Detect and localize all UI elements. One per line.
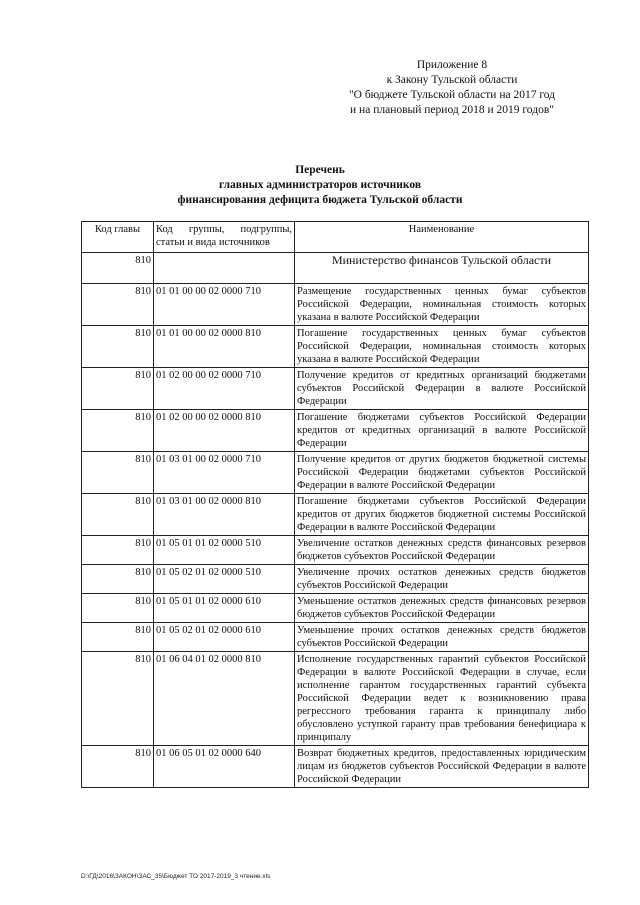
header-name: Наименование	[295, 222, 589, 253]
row-source-code: 01 01 00 00 02 0000 710	[154, 284, 295, 326]
row-source-code: 01 06 05 01 02 0000 640	[154, 746, 295, 788]
row-chapter-code: 810	[82, 326, 154, 368]
table-row	[82, 284, 589, 326]
administrators-table	[81, 221, 589, 788]
ministry-empty-cell	[154, 253, 295, 284]
row-name: Получение кредитов от кредитных организаций бюджетами субъектов Российской Федерации в валюте Российской Федерации	[295, 368, 589, 410]
row-chapter-code: 810	[82, 368, 154, 410]
row-name: Возврат бюджетных кредитов, предоставленных юридическим лицам из бюджетов субъектов Российской Федерации в валюте Российской Федерации	[295, 746, 589, 788]
title-line-1: Перечень	[295, 164, 345, 176]
row-name: Погашение бюджетами субъектов Российской Федерации кредитов от других бюджетов бюджетной системы Российской Федерации в валюте Российской Федерации	[295, 494, 589, 536]
row-chapter-code: 810	[82, 623, 154, 652]
table-row	[82, 652, 589, 746]
row-chapter-code: 810	[82, 746, 154, 788]
row-source-code: 01 03 01 00 02 0000 710	[154, 452, 295, 494]
row-source-code: 01 06 04 01 02 0000 810	[154, 652, 295, 746]
row-chapter-code: 810	[82, 284, 154, 326]
row-source-code: 01 02 00 00 02 0000 710	[154, 368, 295, 410]
header-source-code: Код группы, подгруппы, статьи и вида источников	[154, 222, 295, 253]
row-name: Уменьшение прочих остатков денежных средств бюджетов субъектов Российской Федерации	[295, 623, 589, 652]
row-source-code: 01 05 02 01 02 0000 510	[154, 565, 295, 594]
row-source-code: 01 02 00 00 02 0000 810	[154, 410, 295, 452]
row-chapter-code: 810	[82, 494, 154, 536]
row-name: Получение кредитов от других бюджетов бюджетной системы Российской Федерации бюджетами субъектов Российской Федерации в валюте Российской Федерации	[295, 452, 589, 494]
row-chapter-code: 810	[82, 594, 154, 623]
row-source-code: 01 05 01 01 02 0000 610	[154, 594, 295, 623]
row-name: Размещение государственных ценных бумаг субъектов Российской Федерации, номинальная стоимость которых указана в валюте Российской Федерации	[295, 284, 589, 326]
appendix-line-2: к Закону Тульской области	[386, 74, 518, 86]
table-row	[82, 565, 589, 594]
row-name: Погашение государственных ценных бумаг субъектов Российской Федерации, номинальная стоимость которых указана в валюте Российской Федерации	[295, 326, 589, 368]
table-header-row	[82, 222, 589, 253]
row-name: Погашение бюджетами субъектов Российской Федерации кредитов от кредитных организаций в валюте Российской Федерации	[295, 410, 589, 452]
table-row	[82, 536, 589, 565]
table-row	[82, 623, 589, 652]
row-chapter-code: 810	[82, 536, 154, 565]
file-path-footer: D:\ГД\2016\ЗАКОН\ЗАС_35\Бюджет ТО 2017-2019_3 чтение.xls	[81, 873, 271, 880]
ministry-name: Министерство финансов Тульской области	[295, 253, 589, 284]
appendix-line-4: и на плановый период 2018 и 2019 годов"	[350, 104, 554, 116]
row-chapter-code: 810	[82, 565, 154, 594]
header-code-chapter: Код главы	[82, 222, 154, 253]
appendix-header	[322, 58, 582, 118]
row-name: Увеличение остатков денежных средств финансовых резервов бюджетов субъектов Российской Федерации	[295, 536, 589, 565]
appendix-line-3: "О бюджете Тульской области на 2017 год	[348, 89, 556, 101]
table-row	[82, 368, 589, 410]
table-row	[82, 494, 589, 536]
table-row	[82, 594, 589, 623]
table-row	[82, 410, 589, 452]
title-line-3: финансирования дефицита бюджета Тульской области	[177, 194, 463, 206]
document-title	[0, 163, 640, 208]
row-source-code: 01 03 01 00 02 0000 810	[154, 494, 295, 536]
row-source-code: 01 05 02 01 02 0000 610	[154, 623, 295, 652]
row-chapter-code: 810	[82, 652, 154, 746]
table-row	[82, 326, 589, 368]
row-chapter-code: 810	[82, 410, 154, 452]
row-chapter-code: 810	[82, 452, 154, 494]
title-line-2: главных администраторов источников	[218, 179, 422, 191]
appendix-line-1: Приложение 8	[416, 59, 488, 71]
row-name: Уменьшение остатков денежных средств финансовых резервов бюджетов субъектов Российской Федерации	[295, 594, 589, 623]
table-row	[82, 452, 589, 494]
row-source-code: 01 01 00 00 02 0000 810	[154, 326, 295, 368]
row-name: Исполнение государственных гарантий субъектов Российской Федерации в валюте Российской Федерации в случае, если исполнение гарантом государственных гарантий субъекта Российской Федерации ведет к возникновению права регрессного требования гаранта к принципалу либо обусловлено уступкой гаранту прав требования бенефициара к принципалу	[295, 652, 589, 746]
row-name: Увеличение прочих остатков денежных средств бюджетов субъектов Российской Федерации	[295, 565, 589, 594]
table-row	[82, 746, 589, 788]
row-source-code: 01 05 01 01 02 0000 510	[154, 536, 295, 565]
ministry-code: 810	[82, 253, 154, 284]
ministry-row	[82, 253, 589, 284]
